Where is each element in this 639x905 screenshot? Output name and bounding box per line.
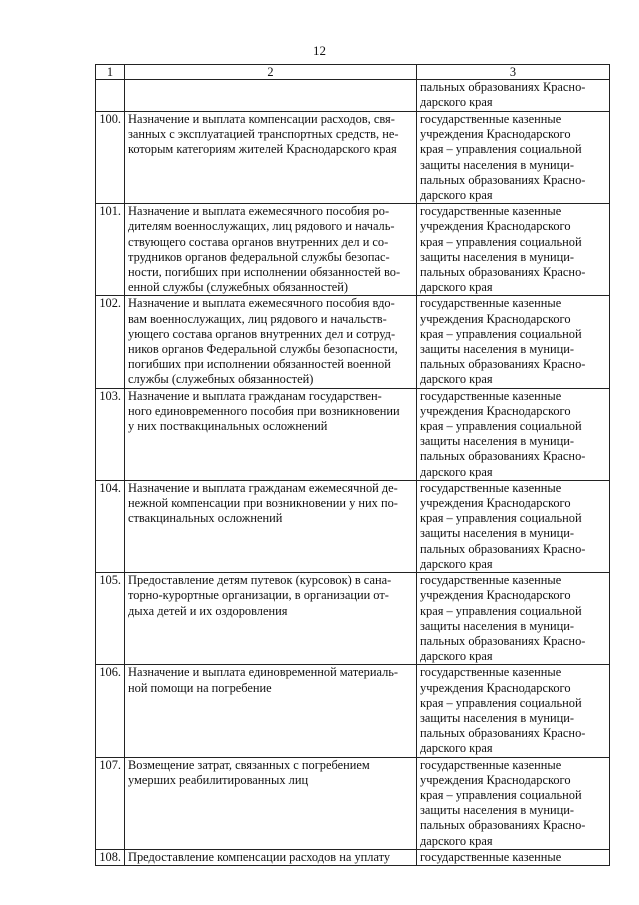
service-name: Назначение и выплата гражданам ежемесячной де- нежной компенсации при возникновении у них по- ствакцинальных осложнений bbox=[125, 480, 417, 572]
responsible-agency: государственные казенные учреждения Краснодарского края – управления социальной защиты населения в муници- пальных образованиях Красно- дарского края bbox=[417, 204, 610, 296]
row-number: 100. bbox=[96, 112, 125, 204]
header-row bbox=[96, 65, 610, 80]
service-name: Предоставление детям путевок (курсовок) в сана- торно-курортные организации, в организации от- дыха детей и их оздоровления bbox=[125, 573, 417, 665]
services-table bbox=[95, 64, 610, 866]
table-row bbox=[96, 757, 610, 849]
service-name: Назначение и выплата компенсации расходов, свя- занных с эксплуатацией транспортных средств, не- которым категориям жителей Краснодарского края bbox=[125, 112, 417, 204]
row-number: 107. bbox=[96, 757, 125, 849]
table-row bbox=[96, 388, 610, 480]
service-name: Назначение и выплата ежемесячного пособия ро- дителям военнослужащих, лиц рядового и началь- ствующего состава органов внутренних дел и со- трудников органов федеральной службы безопас- ности, погибших при исполнении обязанностей во- енной службы (служебных обязанностей) bbox=[125, 204, 417, 296]
service-name: Назначение и выплата гражданам государствен- ного единовременного пособия при возникновении у них поствакцинальных осложнений bbox=[125, 388, 417, 480]
table-row bbox=[96, 204, 610, 296]
table-row bbox=[96, 112, 610, 204]
header-cell-agency: 3 bbox=[417, 65, 610, 80]
table-row bbox=[96, 573, 610, 665]
row-number: 106. bbox=[96, 665, 125, 757]
responsible-agency: государственные казенные учреждения Краснодарского края – управления социальной защиты населения в муници- пальных образованиях Красно- дарского края bbox=[417, 296, 610, 388]
service-name: Предоставление компенсации расходов на уплату bbox=[125, 849, 417, 865]
row-number: 104. bbox=[96, 480, 125, 572]
row-number: 105. bbox=[96, 573, 125, 665]
responsible-agency: государственные казенные учреждения Краснодарского края – управления социальной защиты населения в муници- пальных образованиях Красно- дарского края bbox=[417, 112, 610, 204]
row-number: 101. bbox=[96, 204, 125, 296]
page-number: 12 bbox=[313, 43, 326, 58]
service-name: Назначение и выплата ежемесячного пособия вдо- вам военнослужащих, лиц рядового и начальств- ующего состава органов внутренних дел и сотруд- ников органов Федеральной службы безопасности, погибших при исполнении обязанностей военной службы (служебных обязанностей) bbox=[125, 296, 417, 388]
responsible-agency: государственные казенные bbox=[417, 849, 610, 865]
service-name: Возмещение затрат, связанных с погребением умерших реабилитированных лиц bbox=[125, 757, 417, 849]
table-row bbox=[96, 296, 610, 388]
continuation-num bbox=[96, 80, 125, 112]
header-cell-number: 1 bbox=[96, 65, 125, 80]
table-row bbox=[96, 665, 610, 757]
service-name: Назначение и выплата единовременной материаль- ной помощи на погребение bbox=[125, 665, 417, 757]
table-row bbox=[96, 480, 610, 572]
row-number: 103. bbox=[96, 388, 125, 480]
responsible-agency: государственные казенные учреждения Краснодарского края – управления социальной защиты населения в муници- пальных образованиях Красно- дарского края bbox=[417, 665, 610, 757]
row-number: 102. bbox=[96, 296, 125, 388]
responsible-agency: государственные казенные учреждения Краснодарского края – управления социальной защиты населения в муници- пальных образованиях Красно- дарского края bbox=[417, 480, 610, 572]
responsible-agency: государственные казенные учреждения Краснодарского края – управления социальной защиты населения в муници- пальных образованиях Красно- дарского края bbox=[417, 388, 610, 480]
responsible-agency: государственные казенные учреждения Краснодарского края – управления социальной защиты населения в муници- пальных образованиях Красно- дарского края bbox=[417, 573, 610, 665]
table-body bbox=[96, 65, 610, 866]
continuation-row bbox=[96, 80, 610, 112]
continuation-name bbox=[125, 80, 417, 112]
table-row bbox=[96, 849, 610, 865]
continuation-agency: пальных образованиях Красно- дарского края bbox=[417, 80, 610, 112]
row-number: 108. bbox=[96, 849, 125, 865]
responsible-agency: государственные казенные учреждения Краснодарского края – управления социальной защиты населения в муници- пальных образованиях Красно- дарского края bbox=[417, 757, 610, 849]
header-cell-service: 2 bbox=[125, 65, 417, 80]
